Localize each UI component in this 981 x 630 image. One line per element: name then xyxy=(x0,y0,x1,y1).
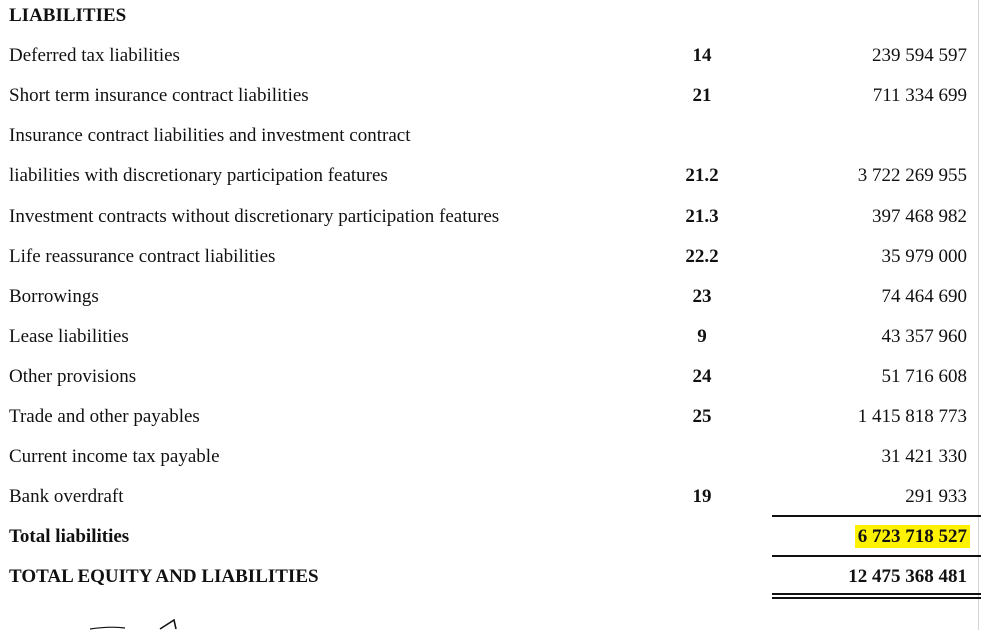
row-note: 22.2 xyxy=(685,246,719,267)
table-row xyxy=(0,437,981,477)
table-row xyxy=(0,397,981,437)
total-liabilities-label: Total liabilities xyxy=(9,526,130,547)
row-note: 21.3 xyxy=(685,206,719,227)
table-row xyxy=(0,36,981,76)
total-liabilities-row xyxy=(0,517,981,557)
row-amount: 35 979 000 xyxy=(881,246,967,267)
double-rule-bottom xyxy=(772,597,981,599)
table-row xyxy=(0,317,981,357)
row-note: 14 xyxy=(692,45,712,66)
row-label: Insurance contract liabilities and investment contract xyxy=(9,125,411,146)
row-label: Lease liabilities xyxy=(9,326,129,347)
row-amount: 239 594 597 xyxy=(872,45,967,66)
table-row xyxy=(0,237,981,277)
highlighted-total: 6 723 718 527 xyxy=(855,525,970,548)
table-row xyxy=(0,277,981,317)
row-label: Bank overdraft xyxy=(9,486,124,507)
row-label: Short term insurance contract liabilities xyxy=(9,85,309,106)
table-row xyxy=(0,116,981,156)
table-row xyxy=(0,76,981,116)
row-amount: 31 421 330 xyxy=(881,446,967,467)
row-amount: 397 468 982 xyxy=(872,206,967,227)
row-label: liabilities with discretionary participation features xyxy=(9,165,388,186)
section-heading: LIABILITIES xyxy=(9,5,127,26)
row-note: 25 xyxy=(692,406,712,427)
row-label: Investment contracts without discretionary participation features xyxy=(9,206,500,227)
row-note xyxy=(662,116,742,156)
row-note: 21.2 xyxy=(685,165,719,186)
section-heading-row xyxy=(0,0,981,36)
row-amount: 51 716 608 xyxy=(881,366,967,387)
row-label: Current income tax payable xyxy=(9,446,220,467)
row-label: Trade and other payables xyxy=(9,406,200,427)
row-amount: 711 334 699 xyxy=(872,85,967,106)
row-amount: 3 722 269 955 xyxy=(857,165,967,186)
total-liabilities-amount xyxy=(855,517,967,557)
row-note: 19 xyxy=(692,486,712,507)
table-row xyxy=(0,357,981,397)
row-note: 23 xyxy=(692,286,712,307)
row-note: 21 xyxy=(692,85,712,106)
row-note xyxy=(662,437,742,477)
double-rule-top xyxy=(772,593,981,595)
row-amount: 74 464 690 xyxy=(881,286,967,307)
row-label: Other provisions xyxy=(9,366,137,387)
table-row xyxy=(0,197,981,237)
handwritten-mark xyxy=(90,614,190,630)
row-note: 9 xyxy=(697,326,707,347)
total-equity-liabilities-label: TOTAL EQUITY AND LIABILITIES xyxy=(9,566,319,587)
row-amount: 291 933 xyxy=(905,486,967,507)
total-equity-liabilities-amount: 12 475 368 481 xyxy=(848,566,967,587)
row-note: 24 xyxy=(692,366,712,387)
row-amount: 1 415 818 773 xyxy=(857,406,967,427)
row-label: Life reassurance contract liabilities xyxy=(9,246,276,267)
row-label: Borrowings xyxy=(9,286,99,307)
table-row xyxy=(0,477,981,517)
total-equity-liabilities-row xyxy=(0,557,981,597)
row-amount: 43 357 960 xyxy=(881,326,967,347)
table-row xyxy=(0,156,981,196)
row-label: Deferred tax liabilities xyxy=(9,45,180,66)
